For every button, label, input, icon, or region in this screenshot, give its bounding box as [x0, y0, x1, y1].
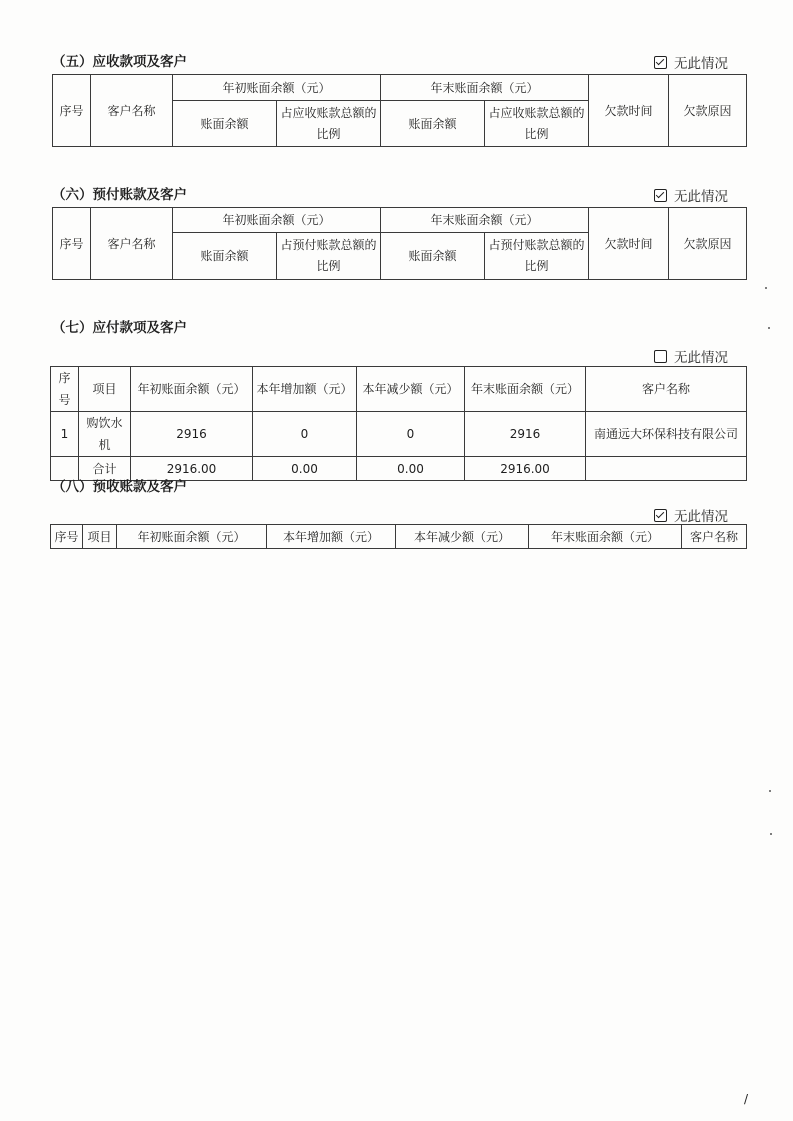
- table-header-row: [51, 525, 747, 549]
- header-seq: 序号: [53, 75, 91, 147]
- header-customer: 客户名称: [91, 75, 173, 147]
- header-seq: 序号: [53, 208, 91, 280]
- scan-speck: [770, 833, 772, 835]
- header-book-balance: 账面余额: [381, 233, 485, 280]
- cell-item: 购饮水机: [79, 412, 131, 457]
- header-end-balance: 年末账面余额（元）: [465, 367, 586, 412]
- header-decrease: 本年减少额（元）: [396, 525, 529, 549]
- header-owe-reason: 欠款原因: [669, 208, 747, 280]
- header-customer: 客户名称: [586, 367, 747, 412]
- section-5-no-case[interactable]: [654, 52, 728, 72]
- checkbox-checked-icon[interactable]: [654, 189, 667, 202]
- header-item: 项目: [83, 525, 117, 549]
- section-6-no-case[interactable]: [654, 185, 728, 205]
- header-end-balance: 年末账面余额（元）: [381, 208, 589, 233]
- header-increase: 本年增加额（元）: [253, 367, 357, 412]
- section-7-no-case[interactable]: [654, 346, 728, 366]
- header-owe-time: 欠款时间: [589, 75, 669, 147]
- no-case-label: 无此情况: [674, 189, 728, 205]
- scan-speck: [769, 790, 771, 792]
- scan-speck: [765, 287, 767, 289]
- header-book-balance: 账面余额: [381, 101, 485, 147]
- header-begin-balance: 年初账面余额（元）: [173, 208, 381, 233]
- header-end-balance: 年末账面余额（元）: [381, 75, 589, 101]
- header-decrease: 本年减少额（元）: [357, 367, 465, 412]
- checkbox-empty-icon[interactable]: [654, 350, 667, 363]
- section-5-table: [52, 74, 747, 147]
- total-end-balance: 2916.00: [465, 457, 586, 481]
- total-customer-empty: [586, 457, 747, 481]
- section-5-title: （五）应收款项及客户: [52, 54, 187, 70]
- no-case-label: 无此情况: [674, 350, 728, 366]
- total-increase: 0.00: [253, 457, 357, 481]
- section-8-title: （八）预收账款及客户: [52, 479, 187, 495]
- header-book-balance: 账面余额: [173, 101, 277, 147]
- header-book-balance: 账面余额: [173, 233, 277, 280]
- section-6-title: （六）预付账款及客户: [52, 187, 187, 203]
- table-row: [51, 412, 747, 457]
- section-8-table: [50, 524, 747, 549]
- checkbox-checked-icon[interactable]: [654, 509, 667, 522]
- no-case-label: 无此情况: [674, 509, 728, 525]
- cell-customer: 南通远大环保科技有限公司: [586, 412, 747, 457]
- header-customer: 客户名称: [91, 208, 173, 280]
- cell-end-balance: 2916: [465, 412, 586, 457]
- section-7-table: [50, 366, 747, 481]
- table-header-row: [51, 367, 747, 412]
- header-begin-balance: 年初账面余额（元）: [117, 525, 267, 549]
- header-ratio: 占应收账款总额的 比例: [485, 101, 589, 147]
- header-begin-balance: 年初账面余额（元）: [131, 367, 253, 412]
- cell-begin-balance: 2916: [131, 412, 253, 457]
- header-owe-reason: 欠款原因: [669, 75, 747, 147]
- header-seq: 序号: [51, 525, 83, 549]
- cell-increase: 0: [253, 412, 357, 457]
- header-increase: 本年增加额（元）: [267, 525, 396, 549]
- header-ratio: 占预付账款总额的 比例: [277, 233, 381, 280]
- section-7-title: （七）应付款项及客户: [52, 320, 187, 336]
- cell-decrease: 0: [357, 412, 465, 457]
- page-mark: /: [744, 1092, 749, 1106]
- header-ratio: 占应收账款总额的 比例: [277, 101, 381, 147]
- total-label: 合计: [79, 457, 131, 481]
- cell-seq: 1: [51, 412, 79, 457]
- header-customer: 客户名称: [682, 525, 747, 549]
- no-case-label: 无此情况: [674, 56, 728, 72]
- scan-speck: [768, 327, 770, 329]
- section-8-no-case[interactable]: [654, 505, 728, 525]
- total-begin-balance: 2916.00: [131, 457, 253, 481]
- section-6-table: [52, 207, 747, 280]
- checkbox-checked-icon[interactable]: [654, 56, 667, 69]
- header-begin-balance: 年初账面余额（元）: [173, 75, 381, 101]
- header-item: 项目: [79, 367, 131, 412]
- total-decrease: 0.00: [357, 457, 465, 481]
- header-seq: 序号: [51, 367, 79, 412]
- header-ratio: 占预付账款总额的 比例: [485, 233, 589, 280]
- header-end-balance: 年末账面余额（元）: [529, 525, 682, 549]
- header-owe-time: 欠款时间: [589, 208, 669, 280]
